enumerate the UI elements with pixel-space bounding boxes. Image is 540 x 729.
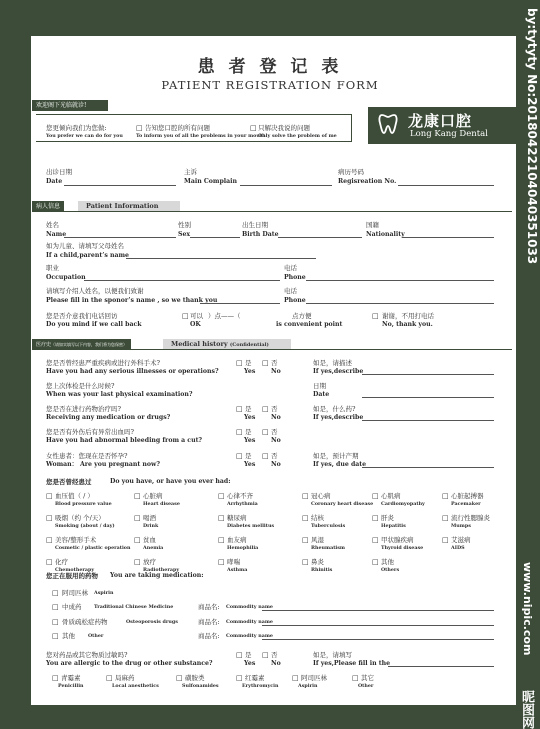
prefer-label-cn: 您更倾向我们为您做: [46, 124, 107, 132]
illness-7-cn: 吸烟（约 个/天） [55, 514, 105, 522]
occupation-cn: 职业 [46, 264, 59, 272]
medical-section-conf: (Confidential) [229, 342, 269, 348]
illness-10-en: Tuberculosis [311, 523, 346, 529]
question-4-yes-checkbox[interactable]: □ [236, 428, 243, 436]
question-4-cn: 您是否有外伤后有异常出血吗? [46, 428, 134, 436]
birth-field[interactable] [278, 237, 362, 238]
phone2-field[interactable] [306, 303, 494, 304]
meds-title-en: You are taking medication: [110, 572, 204, 579]
visit-date-en: Date [46, 178, 63, 185]
question-1-detail-cn: 如是，请描述 [313, 359, 352, 367]
illness-title-cn: 您是否曾经患过 [46, 478, 92, 486]
allergy-no-cn: 否 [271, 651, 278, 659]
allergen-6-checkbox[interactable]: □ [352, 674, 359, 682]
question-4-no-checkbox[interactable]: □ [262, 428, 269, 436]
question-5-cn: 女性患者：您现在是否怀孕? [46, 452, 128, 460]
med-2-checkbox[interactable]: □ [52, 603, 59, 611]
illness-8-en: Drink [143, 523, 159, 529]
meds-title-cn: 您正在服用的药物 [46, 572, 98, 580]
prefer-opt2-en: Only solve the problem of me [258, 133, 337, 139]
allergy-fill-cn: 如是，请填写 [313, 651, 352, 659]
illness-17-checkbox[interactable]: □ [372, 536, 379, 544]
allergen-1-en: Penicillin [58, 683, 84, 689]
reg-no-cn: 病历号码 [338, 168, 364, 176]
occupation-field[interactable] [84, 280, 280, 281]
question-5-detail-field[interactable] [362, 467, 494, 468]
occupation-en: Occupation [46, 274, 86, 281]
question-3-no-cn: 否 [271, 405, 278, 413]
illness-13-en: Cosmetic / plastic operation [55, 545, 131, 551]
clinic-logo [368, 107, 516, 144]
illness-15-checkbox[interactable]: □ [218, 536, 225, 544]
callback-ok-cn: 可以 [190, 312, 203, 320]
illness-18-en: AIDS [451, 545, 465, 551]
illness-2-cn: 心脏病 [143, 492, 163, 500]
sex-field[interactable] [190, 237, 240, 238]
nationality-cn: 国籍 [366, 221, 379, 229]
callback-time-range[interactable]: ）点——（ [208, 312, 241, 320]
name-en: Name [46, 231, 67, 238]
nationality-en: Nationality [366, 231, 405, 238]
illness-9-en: Diabetes mellitus [227, 523, 275, 529]
birth-en: Birth Date [242, 231, 279, 238]
watermark-brand: 昵图网 [519, 690, 534, 729]
sex-cn: 性别 [178, 221, 191, 229]
illness-5-cn: 心肌病 [381, 492, 401, 500]
illness-16-cn: 风湿 [311, 536, 324, 544]
allergy-yes-en: Yes [244, 660, 256, 667]
illness-14-en: Anemia [143, 545, 164, 551]
med-aspirin-checkbox[interactable]: □ [52, 589, 59, 597]
question-4-no-en: No [271, 437, 281, 444]
callback-no-checkbox[interactable]: □ [372, 312, 379, 320]
med-aspirin-en: Aspirin [94, 590, 114, 596]
med-3-trade-field[interactable] [262, 625, 494, 626]
question-1-no-checkbox[interactable]: □ [262, 359, 269, 367]
illness-4-cn: 冠心病 [311, 492, 331, 500]
question-2-cn: 您上次体检是什么时候? [46, 382, 115, 390]
illness-22-cn: 鼻炎 [311, 558, 324, 566]
allergen-6-en: Other [358, 683, 374, 689]
illness-3-cn: 心律不齐 [227, 492, 253, 500]
illness-13-checkbox[interactable]: □ [46, 536, 53, 544]
child-parent-cn: 如为儿童、请填写父母姓名 [46, 242, 124, 250]
child-parent-field[interactable] [126, 258, 316, 259]
question-4-yes-cn: 是 [245, 428, 252, 436]
allergy-no-en: No [271, 660, 281, 667]
allergy-yes-cn: 是 [245, 651, 252, 659]
question-3-yes-en: Yes [244, 414, 256, 421]
med-2-en: Traditional Chinese Medicine [94, 604, 174, 610]
illness-21-checkbox[interactable]: □ [218, 558, 225, 566]
illness-10-cn: 结核 [311, 514, 324, 522]
allergy-no-checkbox[interactable]: □ [262, 651, 269, 659]
clinic-name-cn: 龙康口腔 [408, 112, 473, 130]
med-3-cn: 骨质疏松症药物 [62, 618, 108, 626]
child-parent-en: If a child,parent’s name [46, 252, 129, 259]
question-5-yes-checkbox[interactable]: □ [236, 452, 243, 460]
complain-field[interactable] [240, 185, 332, 186]
question-5-detail-en: If yes, due date [313, 461, 367, 468]
illness-7-checkbox[interactable]: □ [46, 514, 53, 522]
question-5-yes-cn: 是 [245, 452, 252, 460]
illness-1-en: Blood pressure value [55, 501, 112, 507]
callback-cn: 您是否介意我们电话回访 [46, 312, 118, 320]
patient-section-en: Patient Information [78, 201, 180, 212]
med-3-trade-cn: 商品名: [198, 618, 220, 626]
illness-20-cn: 放疗 [143, 558, 156, 566]
illness-1-cn: 血压值（ / ） [55, 492, 94, 500]
question-4-en: Have you had abnormal bleeding from a cut? [46, 437, 203, 444]
allergen-4-en: Erythromycin [242, 683, 279, 689]
illness-23-en: Others [381, 567, 400, 573]
illness-6-cn: 心脏起搏器 [451, 492, 484, 500]
allergen-5-cn: 阿司匹林 [301, 674, 327, 682]
question-1-yes-checkbox[interactable]: □ [236, 359, 243, 367]
question-5-yes-en: Yes [244, 461, 256, 468]
question-1-cn: 您是否曾经患严重疾病或进行外科手术? [46, 359, 160, 367]
allergy-field[interactable] [388, 666, 494, 667]
question-3-detail-field[interactable] [362, 420, 494, 421]
illness-16-checkbox[interactable]: □ [302, 536, 309, 544]
illness-23-cn: 其他 [381, 558, 394, 566]
question-5-no-cn: 否 [271, 452, 278, 460]
illness-1-checkbox[interactable]: □ [46, 492, 53, 500]
title-chinese: 患 者 登 记 表 [197, 57, 343, 77]
illness-2-en: Heart disease [143, 501, 180, 507]
question-3-detail-cn: 如是，什么药? [313, 405, 356, 413]
illness-21-cn: 哮喘 [227, 558, 240, 566]
med-aspirin-cn: 阿司匹林 [62, 589, 88, 597]
question-3-no-checkbox[interactable]: □ [262, 405, 269, 413]
illness-5-en: Cardiomyopathy [381, 501, 425, 507]
question-1-en: Have you had any serious illnesses or operations? [46, 368, 219, 375]
sponsor-en: Please fill in the sponor’s name , so we thank you [46, 297, 218, 304]
medical-section-note: （请如实填写以下内容，我们将为您保密） [51, 342, 128, 347]
allergen-2-en: Local anesthetics [112, 683, 159, 689]
callback-ok-checkbox[interactable]: □ [182, 312, 189, 320]
question-1-yes-en: Yes [244, 368, 256, 375]
question-1-no-en: No [271, 368, 281, 375]
med-3-checkbox[interactable]: □ [52, 618, 59, 626]
question-4-no-cn: 否 [271, 428, 278, 436]
illness-10-checkbox[interactable]: □ [302, 514, 309, 522]
illness-14-cn: 贫血 [143, 536, 156, 544]
allergen-3-en: Sulfonamides [182, 683, 219, 689]
sex-en: Sex [178, 231, 191, 238]
med-2-cn: 中成药 [62, 603, 82, 611]
illness-19-en: Chemotherapy [55, 567, 95, 573]
med-3-trade-en: Commodity name [226, 619, 273, 625]
name-cn: 姓名 [46, 221, 59, 229]
title-english: PATIENT REGISTRATION FORM [161, 78, 379, 92]
illness-20-en: Radiotherapy [143, 567, 180, 573]
question-4-yes-en: Yes [244, 437, 256, 444]
prefer-opt1-checkbox[interactable]: □ [136, 124, 143, 132]
allergen-2-checkbox[interactable]: □ [106, 674, 113, 682]
med-4-trade-field[interactable] [262, 639, 494, 640]
allergy-fill-en: If yes,Please fill in the [313, 660, 391, 667]
illness-16-en: Rheumatism [311, 545, 346, 551]
illness-17-en: Thyroid disease [381, 545, 424, 551]
allergen-6-cn: 其它 [361, 674, 374, 682]
question-1-yes-cn: 是 [245, 359, 252, 367]
clinic-name-en: Long Kang Dental [410, 129, 488, 139]
phone2-en: Phone [284, 297, 306, 304]
illness-15-cn: 血友病 [227, 536, 247, 544]
name-field[interactable] [64, 237, 176, 238]
illness-15-en: Hemophilia [227, 545, 259, 551]
prefer-opt1-cn: 告知您口腔的所有问题 [145, 124, 210, 132]
allergen-4-checkbox[interactable]: □ [236, 674, 243, 682]
question-5-detail-cn: 如是，预计产期 [313, 452, 359, 460]
med-4-checkbox[interactable]: □ [52, 632, 59, 640]
question-2-detail-en: Date [313, 391, 330, 398]
callback-point-en: is convenient point [276, 321, 343, 328]
allergy-yes-checkbox[interactable]: □ [236, 651, 243, 659]
callback-no-cn: 谢谢，不用打电话 [382, 312, 434, 320]
illness-19-checkbox[interactable]: □ [46, 558, 53, 566]
allergy-q-en: You are allergic to the drug or other substance? [46, 660, 213, 667]
illness-14-checkbox[interactable]: □ [134, 536, 141, 544]
reg-no-field[interactable] [398, 185, 494, 186]
illness-title-en: Do you have, or have you ever had: [110, 478, 231, 485]
phone1-cn: 电话 [284, 264, 297, 272]
med-2-trade-en: Commodity name [226, 604, 273, 610]
question-3-yes-checkbox[interactable]: □ [236, 405, 243, 413]
illness-18-cn: 艾滋病 [451, 536, 471, 544]
complain-en: Main Complain [184, 178, 237, 185]
prefer-opt1-en: To inform you of all the problems in your mouth [136, 133, 266, 139]
illness-9-checkbox[interactable]: □ [218, 514, 225, 522]
watermark-id: by:tytyty No:20180422104040351033 [525, 8, 539, 265]
sponsor-field[interactable] [200, 303, 280, 304]
illness-13-cn: 美容/整形手术 [55, 536, 97, 544]
allergen-4-cn: 红霉素 [245, 674, 265, 682]
med-3-en: Osteoporosis drugs [126, 619, 178, 625]
illness-6-checkbox[interactable]: □ [442, 492, 449, 500]
illness-3-checkbox[interactable]: □ [218, 492, 225, 500]
illness-22-checkbox[interactable]: □ [302, 558, 309, 566]
medical-section-title: 医疗史 [36, 342, 52, 348]
illness-18-checkbox[interactable]: □ [442, 536, 449, 544]
illness-4-en: Coronary heart disease [311, 501, 374, 507]
patient-section-cn: 病人信息 [32, 201, 64, 212]
illness-6-en: Pacemaker [451, 501, 481, 507]
illness-22-en: Rhinitis [311, 567, 333, 573]
illness-12-cn: 流行性腮腺炎 [451, 514, 490, 522]
welcome-banner: 欢迎阁下光临就诊! [32, 100, 108, 111]
illness-23-checkbox[interactable]: □ [372, 558, 379, 566]
prefer-opt2-checkbox[interactable]: □ [250, 124, 257, 132]
illness-11-cn: 肝炎 [381, 514, 394, 522]
visit-date-field[interactable] [64, 185, 176, 186]
allergen-5-checkbox[interactable]: □ [292, 674, 299, 682]
allergen-5-en: Aspirin [298, 683, 318, 689]
allergen-3-checkbox[interactable]: □ [176, 674, 183, 682]
sponsor-cn: 请填写介绍人姓名，以便我们致谢 [46, 287, 144, 295]
prefer-label-en: You prefer we can do for you [46, 133, 123, 139]
question-3-yes-cn: 是 [245, 405, 252, 413]
birth-cn: 出生日期 [242, 221, 268, 229]
question-3-no-en: No [271, 414, 281, 421]
question-2-detail-field[interactable] [362, 397, 494, 398]
allergen-1-cn: 青霉素 [61, 674, 81, 682]
question-2-en: When was your last physical examination? [46, 391, 193, 398]
allergy-q-cn: 您对药品或其它物质过敏吗? [46, 651, 128, 659]
illness-9-cn: 糖尿病 [227, 514, 247, 522]
illness-3-en: Arrhythmia [227, 501, 258, 507]
allergen-1-checkbox[interactable]: □ [52, 674, 59, 682]
illness-12-en: Mumps [451, 523, 471, 529]
phone2-cn: 电话 [284, 287, 297, 295]
question-1-no-cn: 否 [271, 359, 278, 367]
phone1-field[interactable] [306, 280, 494, 281]
patient-section-rule [32, 211, 512, 212]
callback-no-en: No, thank you. [382, 321, 433, 328]
question-1-detail-en: If yes,describe [313, 368, 364, 375]
callback-ok-en: OK [190, 321, 201, 328]
medical-section-rule [32, 349, 512, 350]
med-2-trade-cn: 商品名: [198, 603, 220, 611]
illness-21-en: Asthma [227, 567, 248, 573]
prefer-opt2-cn: 只解决我说的问题 [258, 124, 310, 132]
illness-20-checkbox[interactable]: □ [134, 558, 141, 566]
question-3-en: Receiving any medication or drugs? [46, 414, 171, 421]
question-5-no-checkbox[interactable]: □ [262, 452, 269, 460]
question-3-cn: 您是否在进行药物治疗吗? [46, 405, 121, 413]
callback-point-cn: 点方便 [292, 312, 312, 320]
watermark-nipic: www.nipic.com [521, 562, 534, 656]
illness-8-cn: 喝酒 [143, 514, 156, 522]
reg-no-en: Regisreation No. [338, 178, 397, 185]
illness-8-checkbox[interactable]: □ [134, 514, 141, 522]
illness-4-checkbox[interactable]: □ [302, 492, 309, 500]
question-2-detail-cn: 日期 [313, 382, 326, 390]
illness-11-checkbox[interactable]: □ [372, 514, 379, 522]
question-3-detail-en: If yes,describe [313, 414, 364, 421]
medical-section-title-en: Medical history [171, 340, 228, 348]
phone1-en: Phone [284, 274, 306, 281]
illness-11-en: Hepatitis [381, 523, 406, 529]
illness-5-checkbox[interactable]: □ [372, 492, 379, 500]
callback-en: Do you mind if we call back [46, 321, 142, 328]
med-4-trade-en: Commodity name [226, 633, 273, 639]
nationality-field[interactable] [402, 237, 494, 238]
med-4-cn: 其他 [62, 632, 75, 640]
illness-2-checkbox[interactable]: □ [134, 492, 141, 500]
illness-19-cn: 化疗 [55, 558, 68, 566]
tooth-icon [378, 113, 398, 135]
question-5-en: Woman： Are you pregnant now? [46, 461, 160, 468]
illness-17-cn: 甲状腺疾病 [381, 536, 414, 544]
med-2-trade-field[interactable] [262, 610, 494, 611]
illness-12-checkbox[interactable]: □ [442, 514, 449, 522]
allergen-2-cn: 局麻药 [115, 674, 135, 682]
question-5-no-en: No [271, 461, 281, 468]
illness-7-en: Smoking (about / day) [55, 523, 115, 529]
med-4-en: Other [88, 633, 104, 639]
allergen-3-cn: 磺胺类 [185, 674, 205, 682]
complain-cn: 主诉 [184, 168, 197, 176]
visit-date-cn: 出诊日期 [46, 168, 72, 176]
med-4-trade-cn: 商品名: [198, 632, 220, 640]
question-1-detail-field[interactable] [362, 374, 494, 375]
